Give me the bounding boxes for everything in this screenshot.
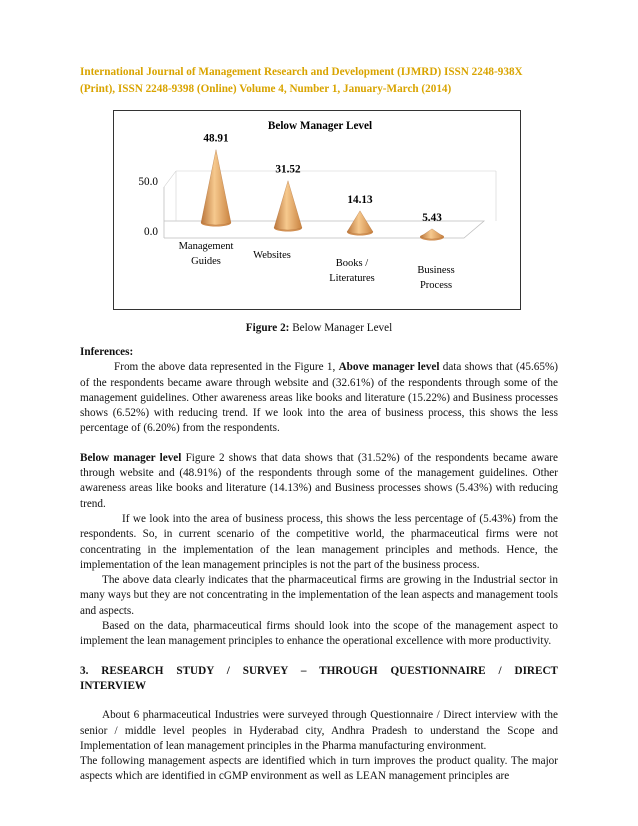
- data-label: 5.43: [422, 211, 442, 224]
- chart-title: Below Manager Level: [267, 120, 373, 132]
- section-3-title-line1: 3. RESEARCH STUDY / SURVEY – THROUGH QUESTIONNAIRE / DIRECT: [80, 664, 558, 677]
- inferences-paragraph-1: [80, 360, 558, 436]
- data-label: 31.52: [275, 163, 301, 176]
- journal-header-line2: (Print), ISSN 2248-9398 (Online) Volume 4, Number 1, January-March (2014): [80, 83, 452, 95]
- inferences-paragraph-3: If we look into the area of business process, this shows the less percentage of (5.43%) from the respondents. So, in current scenario of the competitive world, the pharmaceutical firms were not concentrating in the implementation of the lean management principles and methods. Hence, the implementation of the lean management principles is not the part of the business process.: [80, 512, 558, 571]
- journal-header: [80, 64, 560, 98]
- side-wall-edge: [164, 171, 176, 187]
- category-label: Process: [419, 280, 453, 291]
- category-label: Books /: [335, 258, 369, 269]
- journal-header-line1: International Journal of Management Research and Development (IJMRD) ISSN 2248-938X: [80, 66, 523, 78]
- y-tick-label: 0.0: [144, 226, 158, 238]
- figure-title: Below Manager Level: [289, 322, 393, 334]
- category-label: Websites: [253, 250, 291, 261]
- section-3-title-line2: INTERVIEW: [80, 679, 147, 692]
- p2-text: Figure 2 shows that data shows that (31.52%) of the respondents became aware through website and (48.91%) of the respondents through some of the management guidelines. Other awareness areas like books and literature (14.13%) and Business processes shows (5.43%) with reducing trend.: [80, 451, 558, 510]
- p1-bold: Above manager level: [338, 361, 440, 374]
- p2-bold: Below manager level: [80, 451, 182, 464]
- cone-bar: [420, 229, 444, 239]
- inferences-paragraph-4: The above data clearly indicates that the pharmaceutical firms are growing in the Industrial sector in many ways but they are not concentrating in the implementation of the lean aspects and management tools and aspects.: [80, 574, 558, 617]
- body-text: [80, 345, 558, 785]
- cone-chart: [114, 111, 520, 309]
- cone-bar: [347, 211, 373, 234]
- category-label: Management: [178, 241, 234, 252]
- cone-bar: [201, 150, 231, 225]
- cone-bar: [274, 181, 302, 230]
- data-label: 14.13: [347, 193, 373, 206]
- figure-caption: [0, 322, 638, 334]
- p1-text-b: data shows that (45.65%) of the respondents became aware through website and (32.61%) of the respondents through some of the management guidelines. Other awareness areas like books and literature (15.22%) and Business processes shows (6.52%) with reducing trend. If we look into the area of business process, this shows the less percentage of (6.20%) from the respondents.: [80, 361, 558, 435]
- section-3-paragraph-1: About 6 pharmaceutical Industries were surveyed through Questionnaire / Direct interview with the senior / middle level peoples in Hyderabad city, Andhra Pradesh to understand the Scope and Implementation of lean management principles in the Pharma manufacturing environment.: [80, 709, 558, 752]
- category-label: Guides: [191, 256, 221, 267]
- data-label: 48.91: [203, 132, 229, 145]
- category-label: Business: [417, 265, 455, 276]
- category-label: Literatures: [329, 273, 375, 284]
- chart-frame: [113, 110, 521, 310]
- inferences-heading: Inferences:: [80, 346, 134, 358]
- p1-text-a: From the above data represented in the Figure 1,: [114, 361, 339, 374]
- section-3-paragraph-2: The following management aspects are identified which in turn improves the product quality. The major aspects which are identified in cGMP environment as well as LEAN management principles are: [80, 755, 558, 783]
- figure-label: Figure 2:: [245, 322, 290, 334]
- y-tick-label: 50.0: [138, 176, 158, 188]
- inferences-paragraph-2: [80, 451, 558, 512]
- inferences-paragraph-5: Based on the data, pharmaceutical firms should look into the scope of the management aspect to implement the lean management principles to enhance the operational excellence with more productivity.: [80, 620, 558, 648]
